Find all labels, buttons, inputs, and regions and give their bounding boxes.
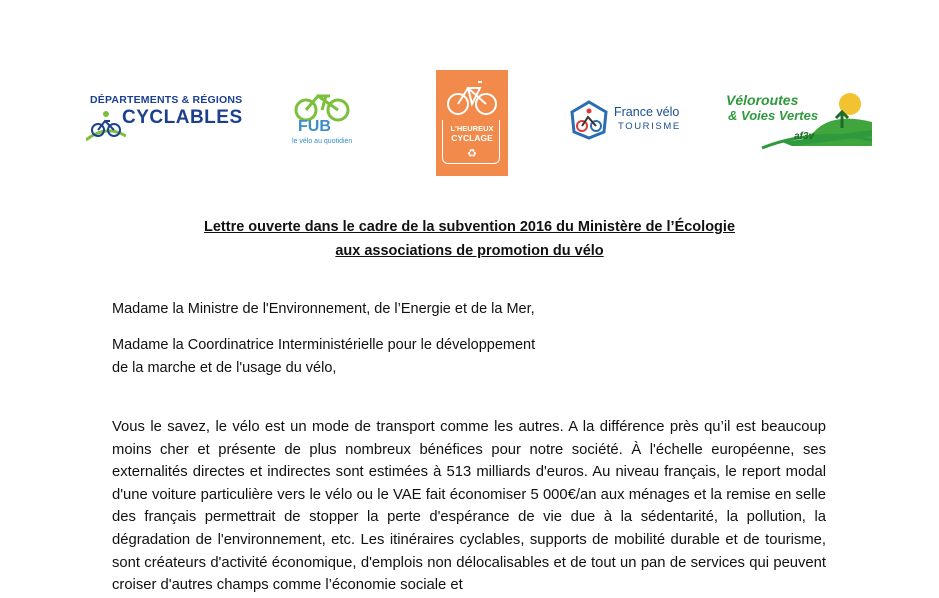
salutation-minister: Madame la Ministre de l'Environnement, de l’Energie et de la Mer, xyxy=(112,301,535,317)
france-velo-line1: France vélo xyxy=(614,105,680,119)
departements-regions-cyclables-logo xyxy=(86,94,243,144)
fub-logo xyxy=(290,92,362,152)
heureux-cyclage-line2: CYCLAGE xyxy=(451,133,493,143)
af3v-line1: Véloroutes xyxy=(726,92,799,108)
heureux-cyclage-logo xyxy=(436,70,508,176)
fub-name: FUB xyxy=(298,118,331,135)
logo-text-line2: CYCLABLES xyxy=(122,107,243,128)
letter-title-line1: Lettre ouverte dans le cadre de la subvention 2016 du Ministère de l’Écologie xyxy=(203,219,736,235)
letter-title-line2: aux associations de promotion du vélo xyxy=(335,243,604,259)
france-velo-emblem-icon xyxy=(568,100,610,140)
bicycle-icon xyxy=(444,76,500,118)
af3v-line3: af3v xyxy=(794,131,815,142)
recycle-icon: ♻ xyxy=(467,148,477,160)
fub-tagline: le vélo au quotidien xyxy=(292,138,353,145)
heureux-cyclage-line1: L'HEUREUX xyxy=(450,124,494,133)
france-velo-line2: TOURISME xyxy=(618,121,681,132)
salutation-coordinator-line1: Madame la Coordinatrice Interministérielle pour le développement xyxy=(112,337,536,353)
salutation-coordinator-line2: de la marche et de l'usage du vélo, xyxy=(112,360,337,376)
france-velo-tourisme-logo xyxy=(568,98,692,142)
cyclist-icon xyxy=(86,106,126,142)
body-paragraph: Vous le savez, le vélo est un mode de transport comme les autres. A la différence près qu’il est beaucoup moins cher et présente de plus nombreux bénéfices pour notre société. À l'échelle européenne, ses externalités directes et indirectes sont estimées à 513 milliards d'euros. Au niveau français, le report modal d'une voiture particulière vers le vélo ou le VAE fait économiser 5 000€/an aux ménages et la remise en selle des français permettrait de stopper la perte d'espérance de vie due à la sédentarité, la pollution, la dégradation de l'environnement, etc. Les itinéraires cyclables, supports de mobilité durable et de tourisme, sont créateurs d'activité économique, d'emplois non délocalisables et de tout un pan de services qui peuvent croiser d'autres champs comme l’économie sociale et xyxy=(112,419,826,594)
logo-text-line1: DÉPARTEMENTS & RÉGIONS xyxy=(90,94,243,106)
af3v-logo xyxy=(722,88,874,152)
af3v-line2: & Voies Vertes xyxy=(728,108,819,123)
